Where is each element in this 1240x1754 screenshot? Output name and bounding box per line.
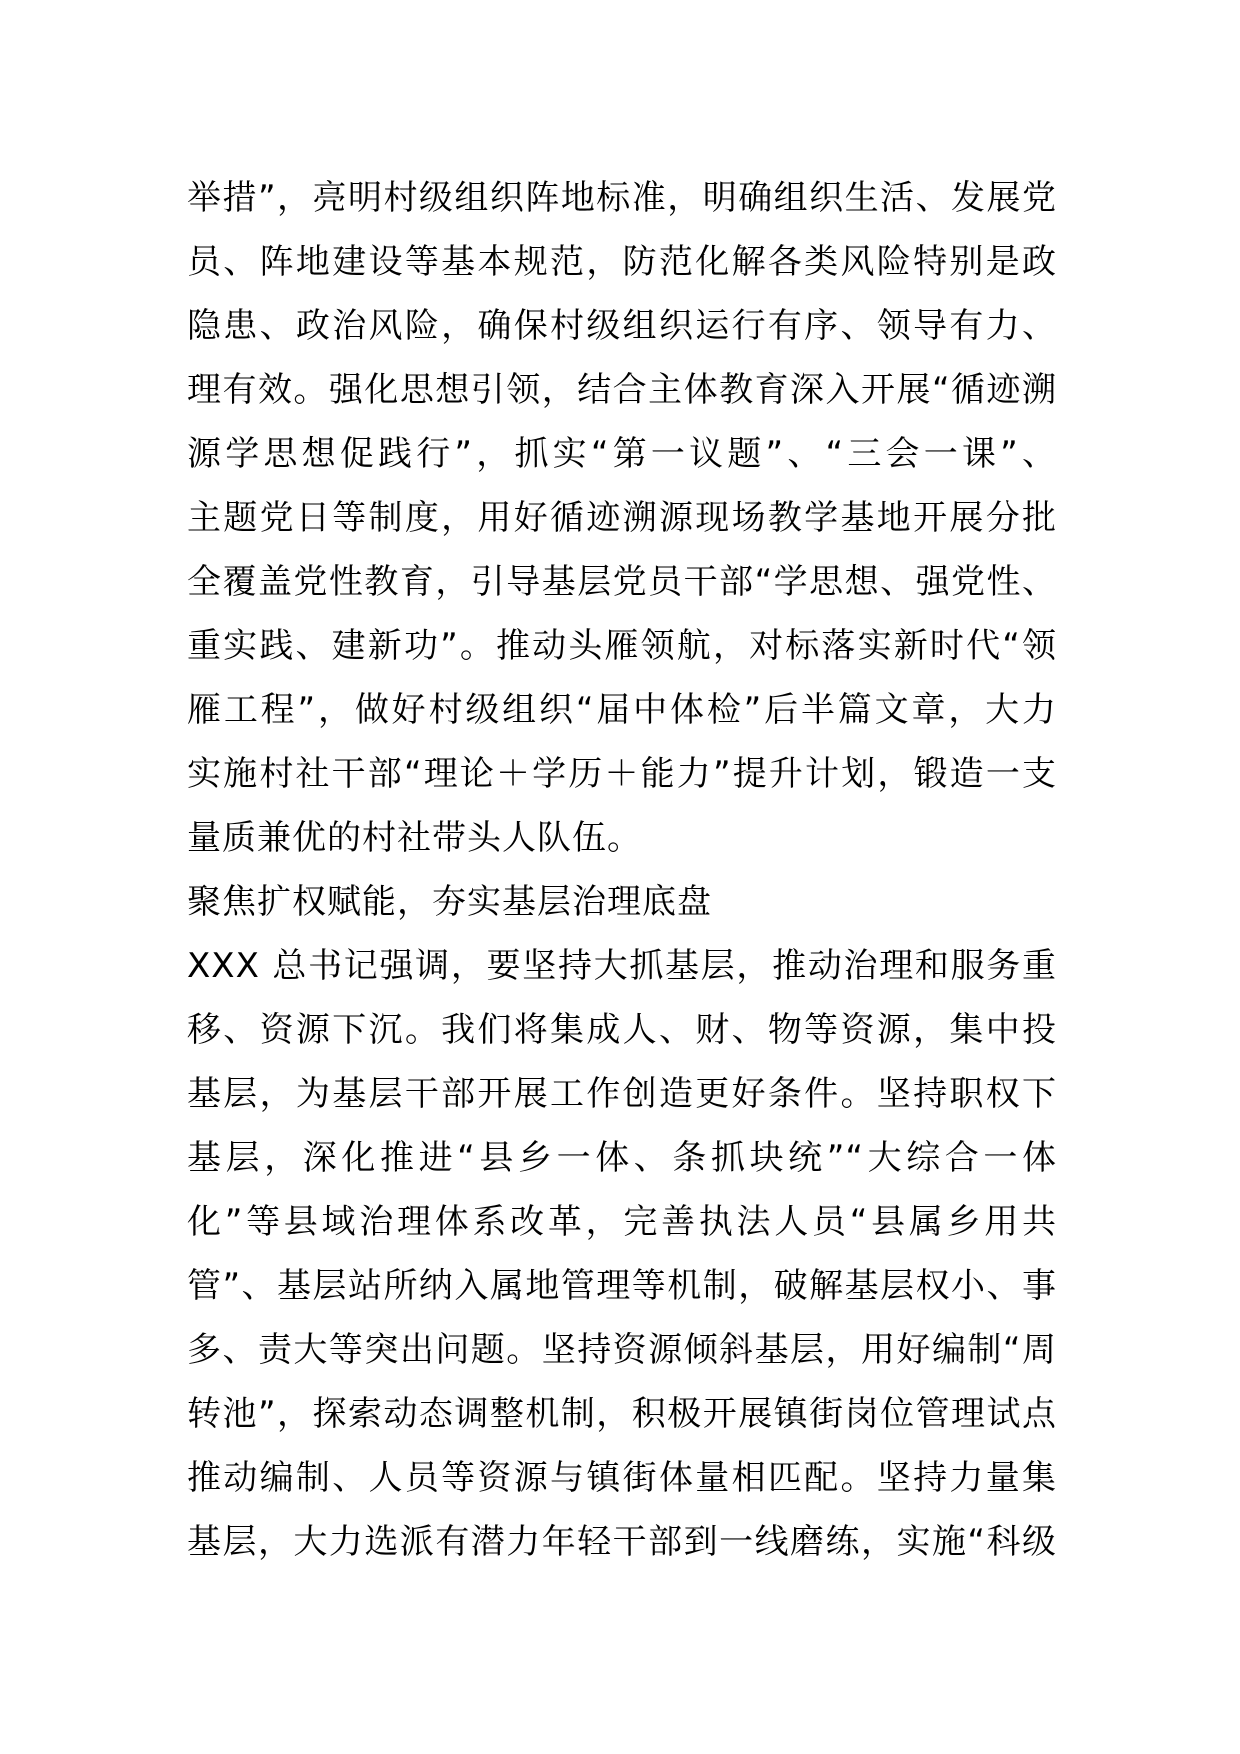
text-line: 移、资源下沉。我们将集成人、财、物等资源，集中投 [187, 1010, 1057, 1050]
text-line: 雁工程”，做好村级组织“届中体检”后半篇文章，大力 [187, 690, 1057, 730]
paragraph-1 [187, 166, 1057, 870]
paragraph-2 [187, 934, 1057, 1574]
text-line: 基层，大力选派有潜力年轻干部到一线磨练，实施“科级 [187, 1522, 1057, 1562]
text-line: 管”、基层站所纳入属地管理等机制，破解基层权小、事 [187, 1266, 1057, 1306]
text-line: 转池”，探索动态调整机制，积极开展镇街岗位管理试点 [187, 1394, 1057, 1434]
section-heading: 聚焦扩权赋能，夯实基层治理底盘 [187, 882, 712, 922]
text-line: 多、责大等突出问题。坚持资源倾斜基层，用好编制“周 [187, 1330, 1057, 1370]
text-line: 举措”，亮明村级组织阵地标准，明确组织生活、发展党 [187, 178, 1057, 218]
text-line: 量质兼优的村社带头人队伍。 [187, 818, 642, 858]
text-line: 隐患、政治风险，确保村级组织运行有序、领导有力、 [187, 306, 1057, 346]
text-line: 推动编制、人员等资源与镇街体量相匹配。坚持力量集 [187, 1458, 1057, 1498]
text-line: 理有效。强化思想引领，结合主体教育深入开展“循迹溯 [187, 370, 1057, 410]
text-line: XXX 总书记强调，要坚持大抓基层，推动治理和服务重 [187, 946, 1057, 986]
text-line: 基层，深化推进“县乡一体、条抓块统”“大综合一体 [187, 1138, 1057, 1178]
text-line: 化”等县域治理体系改革，完善执法人员“县属乡用共 [187, 1202, 1057, 1242]
document-body [187, 166, 1057, 1574]
text-line: 基层，为基层干部开展工作创造更好条件。坚持职权下 [187, 1074, 1057, 1114]
text-line: 源学思想促践行”，抓实“第一议题”、“三会一课”、 [187, 434, 1057, 474]
text-line: 全覆盖党性教育，引导基层党员干部“学思想、强党性、 [187, 562, 1057, 602]
text-line: 员、阵地建设等基本规范，防范化解各类风险特别是政 [187, 242, 1057, 282]
text-line: 实施村社干部“理论＋学历＋能力”提升计划，锻造一支 [187, 754, 1057, 794]
text-line: 重实践、建新功”。推动头雁领航，对标落实新时代“领 [187, 626, 1057, 666]
text-line: 主题党日等制度，用好循迹溯源现场教学基地开展分批 [187, 498, 1057, 538]
